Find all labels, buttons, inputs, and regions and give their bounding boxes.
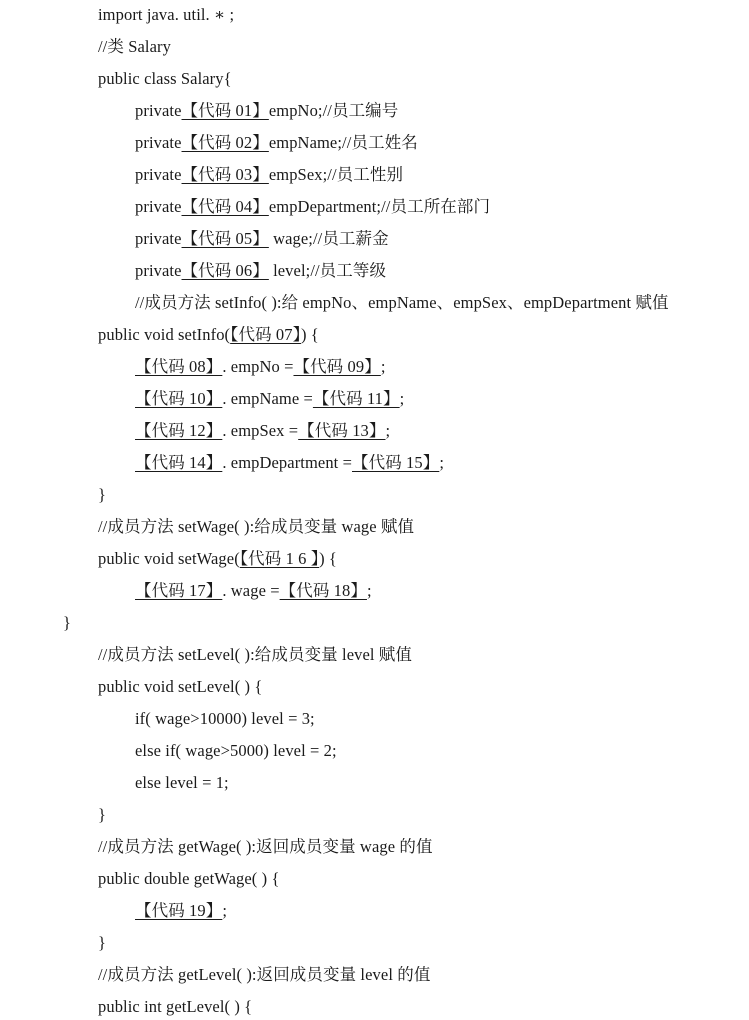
code-text: empSex;//员工性别 xyxy=(268,165,404,184)
code-text: //成员方法 setWage( ):给成员变量 wage 赋值 xyxy=(98,517,415,536)
code-blank: 【代码 03】 xyxy=(181,165,269,184)
code-text: public int getLevel( ) { xyxy=(98,997,253,1016)
code-blank: 【代码 1 6 】 xyxy=(239,549,320,568)
code-line xyxy=(135,164,403,186)
code-blank: 【代码 15】 xyxy=(352,453,440,472)
code-text: . empName = xyxy=(222,389,313,408)
code-blank: 【代码 01】 xyxy=(181,101,269,120)
code-blank: 【代码 04】 xyxy=(181,197,269,216)
code-line xyxy=(98,548,337,570)
code-line xyxy=(98,644,412,666)
code-text: ; xyxy=(380,357,386,376)
code-text: public void setLevel( ) { xyxy=(98,677,263,696)
code-text: } xyxy=(63,613,72,632)
code-text: ; xyxy=(366,581,372,600)
code-line xyxy=(135,452,444,474)
code-text: ) { xyxy=(319,549,337,568)
code-line xyxy=(98,676,262,698)
code-blank: 【代码 08】 xyxy=(135,357,223,376)
code-blank: 【代码 19】 xyxy=(135,901,223,920)
code-text: import java. util. ∗ ; xyxy=(98,5,235,24)
code-text: ; xyxy=(385,421,391,440)
code-blank: 【代码 14】 xyxy=(135,453,223,472)
code-line xyxy=(98,516,414,538)
code-text: private xyxy=(135,197,182,216)
code-line xyxy=(135,708,315,730)
code-blank: 【代码 02】 xyxy=(181,133,269,152)
code-text: //成员方法 getWage( ):返回成员变量 wage 的值 xyxy=(98,837,433,856)
code-line xyxy=(98,324,319,346)
code-line xyxy=(98,868,279,890)
code-line xyxy=(98,964,430,986)
code-line xyxy=(135,420,390,442)
code-text: //成员方法 setLevel( ):给成员变量 level 赋值 xyxy=(98,645,412,664)
code-text: empDepartment;//员工所在部门 xyxy=(268,197,491,216)
code-text: private xyxy=(135,229,182,248)
code-text: . empNo = xyxy=(222,357,294,376)
code-blank: 【代码 18】 xyxy=(279,581,367,600)
code-blank: 【代码 17】 xyxy=(135,581,223,600)
code-line xyxy=(135,196,490,218)
code-line xyxy=(135,292,669,314)
code-line xyxy=(135,772,229,794)
code-blank: 【代码 09】 xyxy=(293,357,381,376)
code-line xyxy=(98,836,433,858)
code-text: private xyxy=(135,101,182,120)
code-text: private xyxy=(135,261,182,280)
code-blank: 【代码 13】 xyxy=(298,421,386,440)
code-line xyxy=(98,68,232,90)
code-blank: 【代码 06】 xyxy=(181,261,269,280)
code-line xyxy=(135,228,389,250)
code-line xyxy=(135,260,386,282)
code-text: level;//员工等级 xyxy=(268,261,387,280)
code-text: ; xyxy=(439,453,445,472)
code-line xyxy=(135,132,418,154)
code-blank: 【代码 11】 xyxy=(312,389,400,408)
code-line xyxy=(135,580,372,602)
code-text: //成员方法 setInfo( ):给 empNo、empName、empSex、empDepartment 赋值 xyxy=(135,293,669,312)
code-text: ) { xyxy=(300,325,319,344)
code-text: empName;//员工姓名 xyxy=(268,133,418,152)
code-text: ; xyxy=(399,389,405,408)
code-blank: 【代码 12】 xyxy=(135,421,223,440)
code-blank: 【代码 05】 xyxy=(181,229,269,248)
code-text: else level = 1; xyxy=(135,773,229,792)
code-text: } xyxy=(98,485,107,504)
code-text: } xyxy=(98,805,107,824)
code-line xyxy=(135,900,227,922)
code-line xyxy=(135,100,398,122)
code-line xyxy=(98,932,106,954)
code-text: else if( wage>5000) level = 2; xyxy=(135,741,337,760)
code-text: public double getWage( ) { xyxy=(98,869,280,888)
code-text: . empSex = xyxy=(222,421,299,440)
code-line xyxy=(98,4,234,26)
code-line xyxy=(98,804,106,826)
code-text: private xyxy=(135,165,182,184)
code-blank: 【代码 07】 xyxy=(230,325,301,344)
code-text: public class Salary{ xyxy=(98,69,232,88)
code-line xyxy=(98,36,171,58)
code-text: private xyxy=(135,133,182,152)
code-text: } xyxy=(98,933,107,952)
code-line xyxy=(63,612,71,634)
code-text: wage;//员工薪金 xyxy=(268,229,389,248)
code-text: if( wage>10000) level = 3; xyxy=(135,709,315,728)
code-line xyxy=(98,996,252,1018)
code-text: public void setInfo( xyxy=(98,325,231,344)
code-line xyxy=(98,484,106,506)
code-line xyxy=(135,388,404,410)
code-text: . empDepartment = xyxy=(222,453,352,472)
code-text: empNo;//员工编号 xyxy=(268,101,399,120)
code-text: //类 Salary xyxy=(98,37,171,56)
code-line xyxy=(135,740,337,762)
code-text: . wage = xyxy=(222,581,280,600)
code-line xyxy=(135,356,386,378)
code-text: public void setWage( xyxy=(98,549,240,568)
code-text: ; xyxy=(222,901,228,920)
code-blank: 【代码 10】 xyxy=(135,389,223,408)
code-text: //成员方法 getLevel( ):返回成员变量 level 的值 xyxy=(98,965,431,984)
